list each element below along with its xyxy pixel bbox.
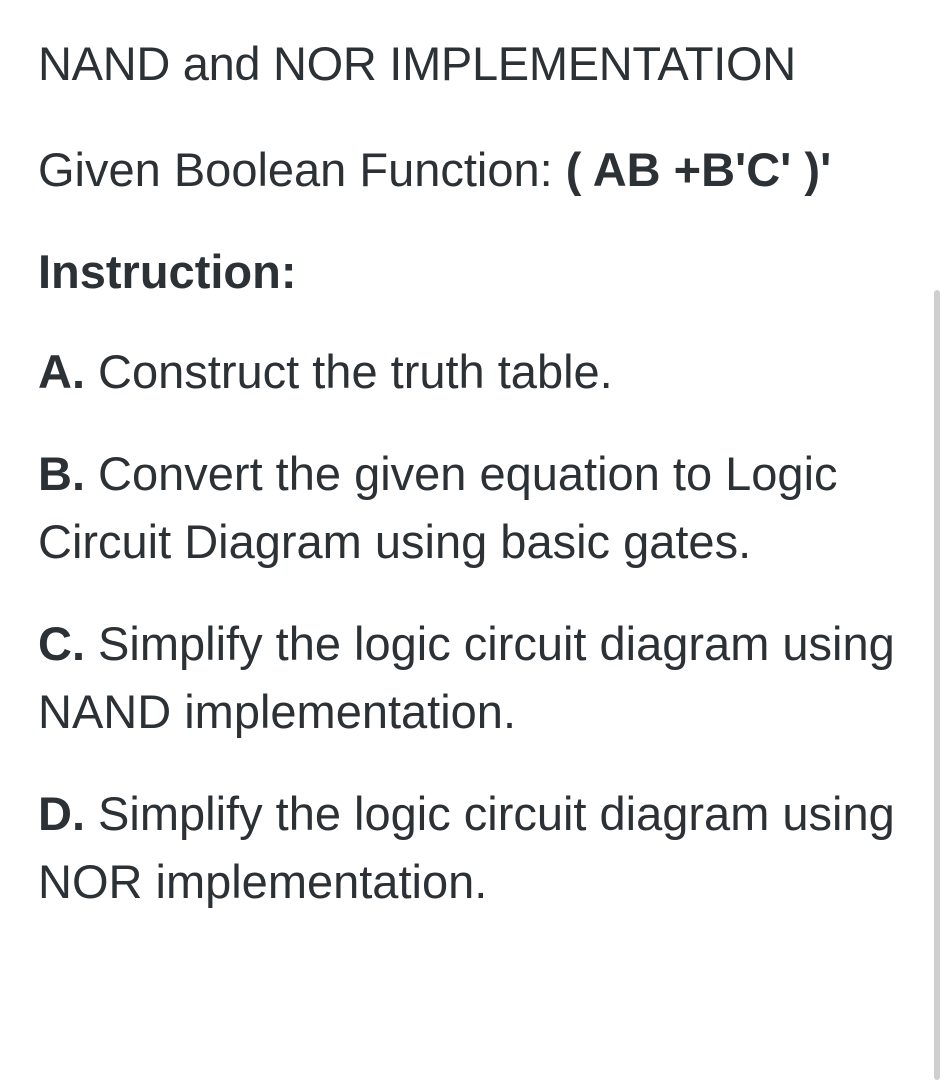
item-letter: A. — [38, 345, 85, 398]
item-text: Simplify the logic circuit diagram using NOR implementation. — [38, 787, 895, 908]
boolean-function: ( AB +B'C' )' — [565, 143, 832, 196]
given-label: Given Boolean Function: — [38, 143, 566, 196]
instruction-item-b — [38, 440, 898, 576]
item-text: Simplify the logic circuit diagram using NAND implementation. — [38, 617, 895, 738]
instruction-item-c — [38, 610, 898, 746]
instruction-item-a — [38, 338, 898, 406]
item-text: Convert the given equation to Logic Circuit Diagram using basic gates. — [38, 447, 838, 568]
given-function — [38, 138, 898, 202]
vertical-scrollbar[interactable] — [934, 290, 940, 1080]
item-letter: D. — [38, 787, 85, 840]
item-letter: B. — [38, 447, 85, 500]
instruction-heading: Instruction: — [38, 245, 297, 298]
document-content — [38, 28, 908, 916]
item-text: Construct the truth table. — [85, 345, 613, 398]
item-letter: C. — [38, 617, 85, 670]
page-title: NAND and NOR IMPLEMENTATION — [38, 37, 796, 90]
instruction-item-d — [38, 780, 898, 916]
